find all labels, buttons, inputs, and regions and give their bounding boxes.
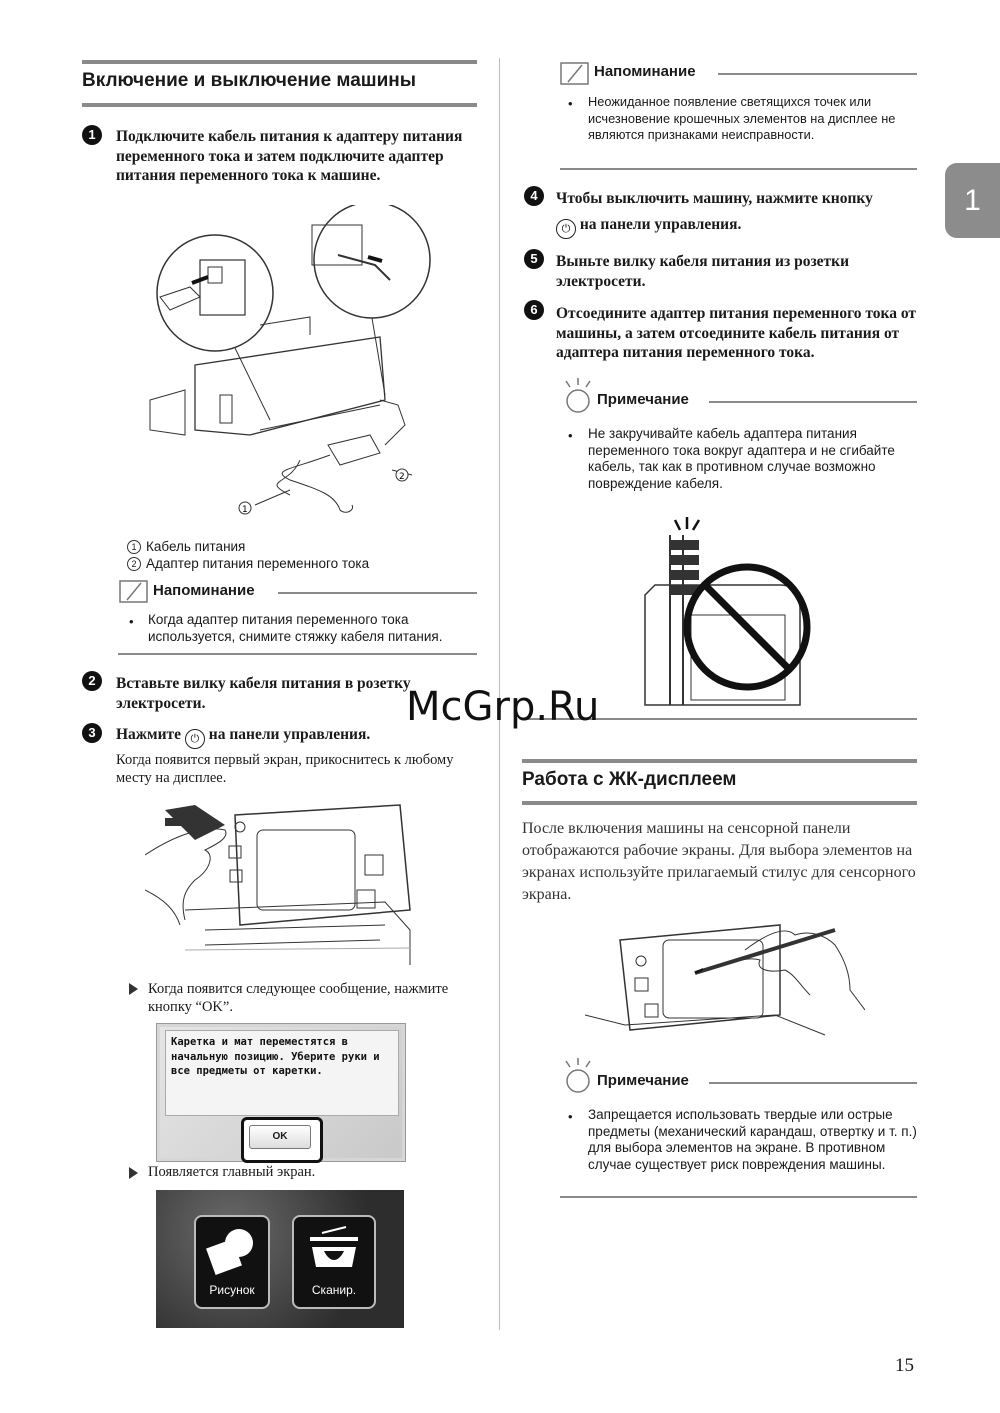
result-arrow-icon: [129, 983, 138, 995]
step-3-after: на панели управления.: [208, 726, 371, 743]
result-2-text: Появляется главный экран.: [148, 1164, 316, 1180]
lcd-dialog-screen: [156, 1023, 406, 1162]
watermark: McGrp.Ru: [406, 684, 600, 730]
step-4-line2: [556, 215, 921, 239]
step-number-3: 3: [82, 723, 102, 743]
step-4-after: на панели управления.: [579, 215, 742, 233]
pattern-shapes-icon: [206, 1225, 260, 1275]
step-6-text: Отсоедините адаптер питания переменного тока от машины, а затем отсоедините кабель питания от адаптера питания переменного тока.: [556, 305, 917, 361]
note-title: Примечание: [597, 1072, 689, 1089]
lcd-home-screen: [156, 1190, 404, 1328]
section-2-rule-bottom: [522, 801, 917, 805]
tile-pattern-label: Рисунок: [209, 1283, 255, 1297]
step-1-text: Подключите кабель питания к адаптеру питания переменного тока и затем подключите адаптер питания переменного тока к машине.: [116, 128, 463, 184]
memo-title: Напоминание: [153, 582, 255, 599]
memo-rule: [718, 73, 917, 75]
section-rule-bottom: [82, 103, 477, 107]
bullet-dot: •: [568, 428, 573, 443]
memo-book-icon: [560, 60, 590, 86]
step-3-before: Нажмите: [116, 726, 182, 743]
bullet-dot: •: [568, 96, 573, 111]
memo-rule-bottom: [118, 653, 477, 655]
ok-button[interactable]: OK: [249, 1125, 311, 1149]
step-3-body: Когда появится первый экран, прикоснитесь к любому месту на дисплее.: [116, 752, 454, 786]
step-4-text: [556, 189, 921, 239]
control-panel-touch-illustration: [145, 800, 415, 970]
no-wrap-cable-illustration: [635, 515, 820, 715]
chapter-tab: 1: [945, 163, 1000, 238]
step-4-before: Чтобы выключить машину, нажмите кнопку: [556, 190, 873, 207]
section-rule-top: [82, 60, 477, 64]
step-number-6: 6: [524, 300, 544, 320]
note-bulb-icon: [560, 1057, 594, 1095]
note-rule: [709, 401, 917, 403]
section-2-rule-top: [522, 759, 917, 763]
power-icon: ⏻: [556, 219, 576, 239]
legend-text: Адаптер питания переменного тока: [146, 556, 370, 571]
step-2-text: Вставьте вилку кабеля питания в розетку электросети.: [116, 675, 411, 712]
step-number-2: 2: [82, 671, 102, 691]
memo-title: Напоминание: [594, 63, 696, 80]
result-1-text: Когда появится следующее сообщение, нажмите кнопку “OK”.: [148, 981, 449, 1015]
machine-power-illustration: [140, 205, 440, 525]
memo-rule-bottom: [560, 168, 917, 170]
note-rule: [709, 1082, 917, 1084]
note-title: Примечание: [597, 391, 689, 408]
legend-text: Кабель питания: [146, 539, 246, 554]
result-arrow-icon: [129, 1167, 138, 1179]
step-number-4: 4: [524, 186, 544, 206]
bullet-dot: •: [129, 614, 134, 629]
tile-pattern[interactable]: [194, 1215, 270, 1309]
note-2-text: Запрещается использовать твердые или острые предметы (механический карандаш, отвертку и т. п.) для выбора элементов на экране. В противном случае существует риск повреждения машины.: [588, 1107, 917, 1172]
dialog-message: Каретка и мат переместятся в начальную позицию. Уберите руки и все предметы от каретки.: [171, 1036, 380, 1077]
legend-item-1: [127, 538, 245, 555]
page-number: 15: [895, 1355, 914, 1376]
bullet-dot: •: [568, 1109, 573, 1124]
step-number-5: 5: [524, 249, 544, 269]
memo-rule: [278, 592, 477, 594]
note-1-text: Не закручивайте кабель адаптера питания переменного тока вокруг адаптера и не сгибайте кабель, так как в противном случае возможно повреждение кабеля.: [588, 426, 895, 491]
tile-scan[interactable]: [292, 1215, 376, 1309]
legend-marker: 1: [127, 540, 141, 554]
section-2-body: После включения машины на сенсорной панели отображаются рабочие экраны. Для выбора элементов на экранах используйте прилагаемый стилус для сенсорного экрана.: [522, 820, 916, 903]
step-number-1: 1: [82, 125, 102, 145]
legend-item-2: [127, 555, 369, 572]
power-icon: ⏻: [185, 729, 205, 749]
section-title-power: Включение и выключение машины: [82, 70, 417, 91]
memo-2-text: Неожиданное появление светящихся точек или исчезновение крошечных элементов на дисплее не являются признаками неисправности.: [588, 94, 896, 142]
step-5-text: Выньте вилку кабеля питания из розетки электросети.: [556, 253, 850, 290]
svg-text:2: 2: [399, 472, 405, 482]
note-bulb-icon: [560, 377, 594, 415]
stylus-touch-illustration: [585, 915, 865, 1055]
legend-marker: 2: [127, 557, 141, 571]
section-title-lcd: Работа с ЖК-дисплеем: [522, 769, 737, 790]
tile-scan-label: Сканир.: [311, 1283, 357, 1297]
memo-book-icon: [119, 578, 149, 604]
svg-text:1: 1: [242, 505, 248, 515]
scan-icon: [306, 1223, 362, 1273]
note-rule-bottom: [560, 1196, 917, 1198]
memo-1-text: Когда адаптер питания переменного тока используется, снимите стяжку кабеля питания.: [148, 612, 443, 644]
